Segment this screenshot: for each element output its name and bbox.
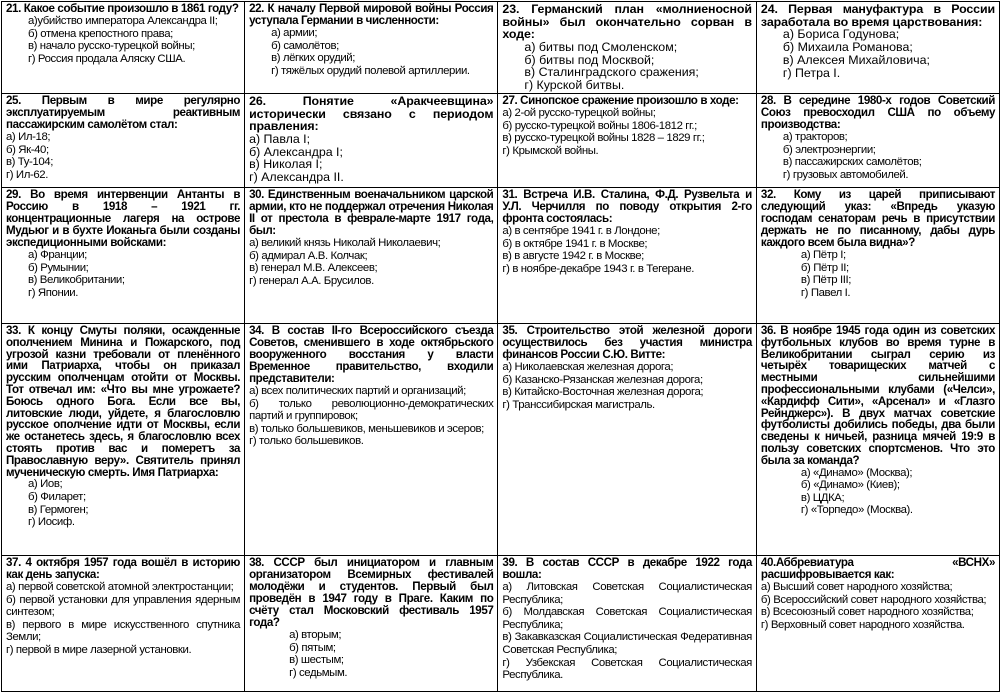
question-29-option-c: в) Великобритании; — [28, 274, 125, 287]
question-25-cell — [2, 93, 245, 187]
question-28-title: 28. В середине 1980-х годов Советский Союз превосходил США по объему производства: — [760, 93, 995, 131]
question-22-option-d: г) тяжёлых орудий полевой артиллерии. — [271, 64, 470, 77]
question-27-option-b: б) русско-турецкой войны 1806-1812 гг.; — [502, 119, 697, 132]
question-33-option-c: в) Гермоген; — [28, 503, 89, 516]
question-29-title: 29. Во время интервенции Антанты в Россию в 1918 – 1921 гг. концентрационные лагеря на острове Мудьюг и в бухте Иоканьга были созданы экспедиционными войсками: — [6, 187, 241, 249]
question-21-option-c: в) начало русско-турецкой войны; — [28, 40, 195, 53]
question-25-option-a: а) Ил-18; — [6, 130, 51, 143]
quiz-row-2 — [2, 93, 1000, 187]
question-24-options — [761, 28, 995, 79]
question-23-option-a: а) битвы под Смоленском; — [524, 39, 678, 54]
question-29-option-b: б) Румынии; — [28, 261, 89, 274]
question-32-option-b: б) Пётр II; — [800, 261, 849, 274]
question-24-option-d: г) Петра I. — [782, 65, 841, 80]
question-40-options — [761, 581, 995, 631]
question-28-cell — [756, 93, 999, 187]
question-29-cell — [2, 187, 245, 323]
question-21-title: 21. Какое событие произошло в 1861 году? — [6, 2, 239, 15]
question-33-options — [6, 478, 240, 528]
question-37-option-b: б) первой установки для управления ядерным синтезом; — [6, 593, 241, 619]
question-28-options — [761, 131, 995, 181]
question-35-title: 35. Строительство этой железной дороги осуществилось без участия министра финансов России С.Ю. Витте: — [502, 323, 752, 361]
question-30-option-b: б) адмирал А.В. Колчак; — [249, 249, 368, 262]
question-32-option-a: а) Пётр I; — [800, 248, 846, 261]
question-39-option-c: в) Закавказская Социалистическая Федеративная Советская Республика; — [502, 631, 752, 656]
question-33-option-d: г) Иосиф. — [28, 516, 75, 529]
question-39-option-d: г) Узбекская Советская Социалистическая Республика. — [502, 656, 752, 682]
question-23-options — [502, 41, 752, 92]
question-40-option-d: г) Верховный совет народного хозяйства. — [760, 618, 965, 631]
question-36-option-a: а) «Динамо» (Москва); — [800, 466, 913, 479]
question-37-options — [6, 581, 240, 657]
question-23-option-d: г) Курской битвы. — [524, 78, 625, 93]
question-35-options — [502, 361, 752, 411]
question-21-cell — [2, 2, 245, 94]
question-23-title: 23. Германский план «молниеносной войны» был окончательно сорван в ходе: — [502, 2, 752, 42]
quiz-grid — [1, 1, 1000, 692]
question-25-options — [6, 131, 240, 181]
question-26-title: 26. Понятие «Аракчеевщина» исторически связано с периодом правления: — [249, 93, 494, 134]
question-34-option-b: б) только революционно-демократических партий и группировок; — [249, 397, 494, 423]
question-35-cell — [498, 323, 757, 555]
question-29-options — [6, 249, 240, 299]
question-23-option-c: в) Сталинградского сражения; — [524, 65, 699, 80]
question-23-cell — [498, 2, 757, 94]
question-32-option-d: г) Павел I. — [800, 286, 851, 299]
question-30-options — [249, 237, 493, 287]
question-37-cell — [2, 555, 245, 691]
question-24-option-c: в) Алексея Михайловича; — [782, 52, 930, 67]
question-34-option-d: г) только большевиков. — [249, 435, 364, 448]
question-30-title: 30. Единственным военачальником царской армии, кто не поддержал отречения Николая II от престола в феврале-марте 1917 года, был: — [249, 187, 494, 237]
question-21-option-b: б) отмена крепостного права; — [28, 27, 173, 40]
question-34-options — [249, 385, 493, 448]
question-39-option-a: а) Литовская Советская Социалистическая Республика; — [502, 580, 752, 606]
question-35-option-d: г) Транссибирская магистраль. — [502, 398, 655, 411]
question-27-option-d: г) Крымской войны. — [502, 144, 599, 157]
quiz-row-3 — [2, 187, 1000, 323]
question-24-cell — [756, 2, 999, 94]
question-21-option-d: г) Россия продала Аляску США. — [28, 52, 186, 65]
question-29-option-d: г) Японии. — [28, 286, 79, 299]
question-34-option-a: а) всех политических партий и организаций; — [249, 384, 466, 397]
question-27-options — [502, 107, 752, 157]
question-28-option-b: б) электроэнергии; — [782, 143, 876, 156]
question-36-option-c: в) ЦДКА; — [800, 491, 845, 504]
question-32-cell — [756, 187, 999, 323]
question-35-option-a: а) Николаевская железная дорога; — [502, 360, 674, 373]
question-34-option-c: в) только большевиков, меньшевиков и эсеров; — [249, 422, 484, 435]
question-25-title: 25. Первым в мире регулярно эксплуатируемым реактивным пассажирским самолётом стал: — [6, 93, 241, 131]
question-39-option-b: б) Молдавская Советская Социалистическая Республика; — [502, 606, 752, 631]
question-35-option-c: в) Китайско-Восточная железная дорога; — [502, 386, 704, 399]
question-24-title: 24. Первая мануфактура в России заработала во время царствования: — [760, 2, 995, 29]
question-23-option-b: б) битвы под Москвой; — [524, 52, 655, 67]
question-33-cell — [2, 323, 245, 555]
question-37-title: 37. 4 октября 1957 года вошёл в историю как день запуска: — [6, 555, 241, 581]
question-32-option-c: в) Пётр III; — [800, 274, 852, 287]
question-38-cell — [245, 555, 498, 691]
question-31-cell — [498, 187, 757, 323]
question-26-option-c: в) Николая I; — [249, 157, 323, 172]
question-26-option-d: г) Александра II. — [249, 170, 344, 185]
question-30-option-c: в) генерал М.В. Алексеев; — [249, 262, 378, 275]
question-31-option-d: г) в ноябре-декабре 1943 г. в Тегеране. — [502, 262, 695, 275]
question-36-option-b: б) «Динамо» (Киев); — [800, 479, 900, 492]
question-22-option-b: б) самолётов; — [271, 39, 339, 52]
question-27-option-c: в) русско-турецкой войны 1828 – 1829 гг.; — [502, 132, 705, 145]
question-40-option-a: а) Высший совет народного хозяйства; — [760, 580, 953, 593]
question-26-option-a: а) Павла I; — [249, 131, 311, 146]
question-22-option-c: в) лёгких орудий; — [271, 52, 356, 65]
question-31-option-a: а) в сентябре 1941 г. в Лондоне; — [502, 224, 660, 237]
question-29-option-a: а) Франции; — [28, 248, 87, 261]
question-32-title: 32. Кому из царей приписывают следующий указ: «Впредь указую господам сенаторам речь в присутствии держать не по писанному, дабы дурь каждого всем была видна»? — [760, 187, 995, 249]
question-31-option-b: б) в октябре 1941 г. в Москве; — [502, 237, 648, 250]
question-22-cell — [245, 2, 498, 94]
question-38-option-a: а) вторым; — [289, 628, 342, 641]
question-21-options — [6, 15, 240, 65]
question-37-option-a: а) первой советской атомной электростанции; — [6, 580, 234, 593]
question-40-title: 40.Аббревиатура «ВСНХ» расшифровывается как: — [760, 555, 995, 581]
question-40-option-b: б) Всероссийский совет народного хозяйства; — [760, 593, 987, 606]
question-27-option-a: а) 2-ой русско-турецкой войны; — [502, 106, 656, 119]
question-30-option-a: а) великий князь Николай Николаевич; — [249, 236, 441, 249]
question-39-options — [502, 581, 752, 682]
question-32-options — [761, 249, 995, 299]
question-30-cell — [245, 187, 498, 323]
question-25-option-d: г) Ил-62. — [6, 168, 48, 181]
question-37-option-d: г) первой в мире лазерной установки. — [6, 643, 192, 656]
question-24-option-b: б) Михаила Романова; — [782, 39, 913, 54]
question-37-option-c: в) первого в мире искусственного спутника Земли; — [6, 618, 241, 644]
question-22-options — [249, 27, 493, 77]
question-27-cell — [498, 93, 757, 187]
question-31-options — [502, 225, 752, 275]
question-36-options — [761, 467, 995, 517]
question-26-cell — [245, 93, 498, 187]
quiz-row-1 — [2, 2, 1000, 94]
question-34-title: 34. В состав II-го Всероссийского съезда Советов, сменившего в ходе октябрьского вооруженного восстания у власти Временное правительство, входили представители: — [249, 323, 494, 385]
question-36-option-d: г) «Торпедо» (Москва). — [800, 504, 913, 517]
question-40-cell — [756, 555, 999, 691]
question-25-option-b: б) Як-40; — [6, 143, 49, 156]
question-26-options — [249, 133, 493, 184]
question-34-cell — [245, 323, 498, 555]
question-35-option-b: б) Казанско-Рязанская железная дорога; — [502, 373, 703, 386]
question-40-option-c: в) Всесоюзный совет народного хозяйства; — [760, 606, 974, 619]
question-33-option-a: а) Иов; — [28, 478, 63, 491]
question-31-option-c: в) в августе 1942 г. в Москве; — [502, 250, 644, 263]
question-24-option-a: а) Бориса Годунова; — [782, 27, 900, 42]
question-31-title: 31. Встреча И.В. Сталина, Ф.Д. Рузвельта и У.Л. Черчилля по поводу открытия 2-го фронта состоялась: — [502, 187, 752, 225]
question-33-option-b: б) Филарет; — [28, 490, 86, 503]
question-28-option-d: г) грузовых автомобилей. — [782, 168, 909, 181]
question-36-title: 36. В ноябре 1945 года один из советских футбольных клубов во время турне в Великобритании сыграл серию из четырёх товарищеских матчей с местными сильнейшими профессиональными клубами («Челси», «Кардифф Сити», «Арсенал» и «Глазго Рейнджерс»). В двух матчах советские футболисты добились победы, два были сведены к ничьей, разница мячей 19:9 в пользу советских спортсменов. Что это была за команда? — [760, 323, 995, 467]
question-28-option-a: а) тракторов; — [782, 130, 848, 143]
question-22-option-a: а) армии; — [271, 27, 318, 39]
question-28-option-c: в) пассажирских самолётов; — [782, 156, 922, 169]
question-21-option-a: а)убийство императора Александра II; — [28, 15, 218, 27]
question-38-option-c: в) шестым; — [289, 654, 344, 667]
quiz-row-4 — [2, 323, 1000, 555]
question-27-title: 27. Синопское сражение произошло в ходе: — [502, 93, 739, 107]
question-38-options — [249, 629, 493, 679]
quiz-row-5 — [2, 555, 1000, 691]
question-22-title: 22. К началу Первой мировой войны Россия уступала Германии в численности: — [249, 2, 494, 27]
question-39-title: 39. В состав СССР в декабре 1922 года вошла: — [502, 555, 752, 581]
question-38-title: 38. СССР был инициатором и главным организатором Всемирных фестивалей молодёжи и студентов. Первый был проведён в 1947 году в Праге. Каким по счёту стал Московский фестиваль 1957 года? — [249, 555, 494, 629]
question-30-option-d: г) генерал А.А. Брусилов. — [249, 274, 374, 287]
question-36-cell — [756, 323, 999, 555]
question-39-cell — [498, 555, 757, 691]
question-25-option-c: в) Ту-104; — [6, 156, 53, 169]
question-38-option-d: г) седьмым. — [289, 666, 348, 679]
question-38-option-b: б) пятым; — [289, 641, 336, 654]
question-26-option-b: б) Александра I; — [249, 144, 343, 159]
question-33-title: 33. К концу Смуты поляки, осажденные ополчением Минина и Пожарского, под угрозой казни требовали от пленённого ими Патриарха, чтобы он приказал русским ополченцам отойти от Москвы. Тот отвечал им: «Что вы мне угрожаете? Боюсь одного Бога. Если все вы, литовские люди, уйдете, я благословлю русское ополчение идти от Москвы, если же останетесь здесь, я благословлю всех стоять против вас и померетъ за Православную веру». Святитель принял мученическую смерть. Имя Патриарха: — [6, 323, 241, 479]
